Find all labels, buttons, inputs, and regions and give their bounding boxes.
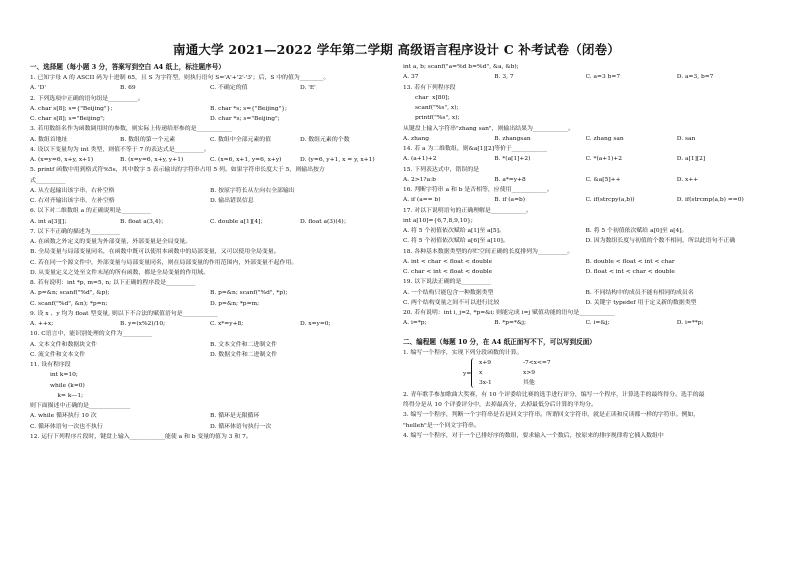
question-line: 16. 判断字符串 a 和 b 是否相等，应使用____________。 bbox=[403, 187, 553, 193]
option-row bbox=[30, 288, 390, 298]
answer-option: C. zhang san bbox=[585, 135, 624, 142]
answer-option: D. san bbox=[676, 135, 696, 142]
answer-option: A. ++x; bbox=[30, 321, 54, 327]
answer-option: B. *(a[1]+2) bbox=[494, 156, 531, 163]
answer-option: A. 将 5 个初值依次赋给 a[1]至 a[5]。 bbox=[403, 228, 505, 234]
question-line: 则下面描述中正确的是______________ bbox=[30, 403, 131, 409]
question-line: int a[10]={6,7,8,9,10}; bbox=[403, 217, 473, 224]
piecewise-case bbox=[479, 358, 599, 368]
answer-option: C. if(strcpy(a,b)) bbox=[585, 197, 635, 204]
answer-option: B. 文本文件和二进制文件 bbox=[210, 341, 277, 348]
question-line: 3. 编写一个程序，判断一个字符串是否是回文字符串。所谓回文字符串，就是正读和反读都一样的字符串。例如， bbox=[403, 412, 700, 419]
question-line: B. 全局变量与局部变量同名，在函数中既可以使用本函数中的局部变量，又可以使用全局变量。 bbox=[30, 249, 280, 256]
answer-option: D. 输出错误信息 bbox=[210, 198, 254, 204]
option-row bbox=[30, 422, 390, 432]
question-line: 14. 若 a 为二维数组，则&a[1][2]等价于____________ bbox=[403, 146, 548, 152]
answer-option: A. zhang bbox=[403, 135, 429, 142]
option-row bbox=[30, 114, 390, 124]
question-line: 12. 运行下列程序片段时，键盘上输入____________能使 a 和 b 变量的值为 3 和 7。 bbox=[30, 433, 252, 440]
answer-option: B. char *s; s={"Beijing"}; bbox=[210, 105, 288, 112]
answer-option: D. p=&n; *p=m; bbox=[210, 300, 260, 307]
answer-option: A. 数组首地址 bbox=[30, 136, 68, 143]
question-line: 4. 编写一个程序，对于一个已排好序的数组，要求输入一个数后，按原来的排序规律将它插入数组中 bbox=[403, 432, 664, 439]
code-line: scanf("%s", x); bbox=[415, 105, 459, 111]
option-row bbox=[403, 134, 768, 144]
answer-option: A. (a+1)+2 bbox=[403, 156, 437, 163]
question-line: 终得分是从 10 个评委评分中，去掉最高分，去掉最低分后计算的平均分。 bbox=[403, 402, 597, 408]
option-row bbox=[403, 318, 768, 328]
option-row bbox=[30, 299, 390, 309]
answer-option: B. *p=*&j; bbox=[494, 320, 526, 327]
answer-option: A. while 循环执行 10 次 bbox=[30, 413, 97, 420]
answer-option: B. (x=y=6, x+y, y+1) bbox=[120, 157, 184, 163]
question-line: 3. 若用数组名作为函数调用时的参数，则实际上传递给形参的是____________ bbox=[30, 126, 232, 133]
option-row bbox=[30, 411, 390, 421]
question-line: 18. 各种基本数据类型的存贮空间正确的长度排列为__________。 bbox=[403, 248, 574, 255]
page-title: 南通大学 2021—2022 学年第二学期 高级语言程序设计 C 补考试卷（闭卷） bbox=[173, 42, 620, 57]
answer-option: D. x=y=0; bbox=[300, 321, 331, 327]
answer-option: A. 'D' bbox=[30, 85, 46, 92]
answer-option: D. 因为数组长度与初值的个数不相同，所以此语句不正确 bbox=[585, 238, 736, 245]
case-expression: 3x-1 bbox=[479, 379, 492, 386]
option-row bbox=[403, 195, 768, 205]
answer-option: C. x*=y+8; bbox=[210, 321, 244, 327]
function-label: y= bbox=[463, 370, 472, 377]
left-column bbox=[30, 62, 390, 442]
answer-option: D. 'E' bbox=[300, 85, 316, 92]
answer-option: C. 将 5 个初值依次赋给 a[6]至 a[10]。 bbox=[403, 238, 509, 245]
option-row bbox=[30, 104, 390, 114]
answer-option: B. if (a=b) bbox=[494, 197, 526, 204]
answer-option: D. char *s; s="Beijing"; bbox=[210, 116, 280, 122]
answer-option: A. 2>1?a:b bbox=[403, 176, 436, 183]
question-line: 从键盘上输入字符串"zhang san"，则输出结果为____________。 bbox=[403, 125, 575, 132]
option-row bbox=[30, 155, 390, 165]
code-line: printf("%s", x); bbox=[415, 115, 460, 122]
question-line: 15. 下列表达式中，错误的是 bbox=[403, 166, 480, 173]
answer-option: C. (x=6, x+1, y=6, x+y) bbox=[210, 157, 282, 163]
question-line: int a, b; scanf("a=%d b=%d", &a, &b); bbox=[403, 64, 519, 70]
answer-option: D. float < int < char < double bbox=[585, 269, 675, 275]
question-line: 19. 以下说法正确的是__________ bbox=[403, 279, 491, 286]
question-line: 8. 若有说明：int *p, m=5, n; 以下正确的程序段是__________ bbox=[30, 280, 196, 286]
answer-option: B. double < float < int < char bbox=[585, 258, 675, 265]
question-line: "helleh"是一个回文字符串。 bbox=[403, 422, 480, 429]
option-row bbox=[30, 350, 390, 360]
question-line: 5. printf 函数中用到格式符%5s，其中数字 5 表示输出的字符串占用 5 列。如果字符串长度大于 5，则输出按方 bbox=[30, 167, 325, 174]
option-row bbox=[403, 298, 768, 308]
answer-option: C. i=&j; bbox=[585, 320, 610, 327]
case-expression: x+9 bbox=[479, 359, 492, 366]
option-row bbox=[30, 319, 390, 329]
piecewise-function bbox=[463, 358, 603, 390]
question-line: A. 在函数之外定义的变量为外部变量，外部变量是全局变量。 bbox=[30, 239, 192, 245]
case-condition: -7<x<=7 bbox=[523, 359, 551, 366]
answer-option: B. 循环是无限循环 bbox=[210, 413, 260, 420]
answer-option: B. 数组的第一个元素 bbox=[120, 136, 176, 143]
answer-option: D. a=3, b=7 bbox=[676, 74, 714, 81]
question-line: 20. 若有说明：int i, j=2, *p=&i; 则能完成 i=j 赋值功能的语句是____________ bbox=[403, 310, 615, 316]
answer-option: A. int < char < float < double bbox=[403, 258, 493, 265]
question-line: 10. C语言中，能识别处理的文件为__________ bbox=[30, 331, 152, 338]
option-row bbox=[30, 83, 390, 93]
right-column bbox=[403, 62, 768, 441]
answer-option: C. 循环体语句一次也不执行 bbox=[30, 423, 103, 430]
answer-option: A. 从左起输出该字串，右补空格 bbox=[30, 187, 115, 194]
section-heading: 二、编程题（每题 10 分，在 A4 纸正面写不下，可以写到反面） bbox=[403, 337, 596, 346]
code-line: int k=10; bbox=[50, 372, 78, 379]
code-line: while (k=0) bbox=[50, 382, 85, 389]
option-row bbox=[30, 135, 390, 145]
option-row bbox=[403, 175, 768, 185]
question-line: 2. 下列选项中正确的语句组是__________。 bbox=[30, 95, 144, 102]
answer-option: B. 3, 7 bbox=[494, 74, 514, 81]
answer-option: B. 按原字符长从左向右全部输出 bbox=[210, 187, 295, 194]
answer-option: C. 右对齐输出该字串，左补空格 bbox=[30, 198, 115, 204]
answer-option: B. 不同结构中的成员不能有相同的成员名 bbox=[585, 289, 694, 296]
question-line: 11. 设有程序段 bbox=[30, 362, 71, 368]
code-line: k= k—1; bbox=[50, 392, 84, 399]
answer-option: C. 数组中全部元素的值 bbox=[210, 136, 272, 143]
question-line: 13. 若有下列程序段 bbox=[403, 84, 456, 91]
answer-option: C. char s[8]; s="Beijing"; bbox=[30, 116, 105, 122]
option-row bbox=[30, 340, 390, 350]
question-line: 7. 以下不正确的描述为__________ bbox=[30, 228, 120, 235]
question-line: 4. 设以下变量均为 int 类型，则值不等于 7 的表达式是__________。 bbox=[30, 146, 210, 153]
option-row bbox=[403, 267, 768, 277]
answer-option: B. p=&n; scanf("%d", *p); bbox=[210, 290, 288, 297]
answer-option: B. float a(3,4)； bbox=[120, 218, 167, 225]
case-condition: x>9 bbox=[523, 369, 536, 376]
answer-option: B. zhangsan bbox=[494, 135, 531, 142]
option-row bbox=[403, 288, 768, 298]
brace-symbol bbox=[471, 358, 477, 388]
question-line: 1. 编写一个程序，实现下列分段函数的计算。 bbox=[403, 349, 523, 356]
answer-option: A. 一个结构只能包含一种数据类型 bbox=[403, 289, 494, 296]
answer-option: D. if(strcmp(a,b) ==0) bbox=[676, 197, 744, 204]
question-line: 9. 设 x 、y 均为 float 型变量, 则以下不合法的赋值语句是____________ bbox=[30, 310, 218, 317]
question-line: 6. 以下对二维数组 a 的正确说明是__________ bbox=[30, 208, 151, 215]
answer-option: C. &a[5]++ bbox=[585, 176, 621, 183]
question-line: D. 从变量定义之处至文件末尾的所有函数，都是全局变量的作用域。 bbox=[30, 269, 210, 276]
question-line: 17. 对以下说明语句的正确理解是____________。 bbox=[403, 207, 533, 214]
question-line: 1. 已知字母 A 的 ASCII 码为十进制 65，且 S 为字符型，则执行语句 S='A'+'2'-'3'；后，S 中的值为________。 bbox=[30, 75, 330, 81]
answer-option: C. a=3 b=7 bbox=[585, 74, 621, 81]
answer-option: C. scanf("%d", &n); *p=n; bbox=[30, 300, 108, 307]
answer-option: A. char s[8]; s={"Beijing"}; bbox=[30, 105, 113, 112]
piecewise-case bbox=[479, 378, 599, 388]
answer-option: D. 循环体语句执行一次 bbox=[210, 423, 272, 430]
answer-option: D. 关键字 typedef 用于定义新的数据类型 bbox=[585, 299, 697, 306]
answer-option: C. 不确定的值 bbox=[210, 85, 248, 92]
answer-option: D. float a(3)(4)； bbox=[300, 218, 350, 225]
answer-option: D. x++ bbox=[676, 176, 699, 183]
section-heading: 一、选择题（每小题 3 分，答案写到空白 A4 纸上，标注题序号） bbox=[30, 63, 225, 71]
answer-option: A. if (a== b) bbox=[403, 197, 441, 204]
answer-option: C. char < int < float < double bbox=[403, 269, 493, 275]
option-row bbox=[30, 186, 390, 196]
question-line: 2. 青年歌手参加歌曲大奖赛，有 10 个评委给比赛的选手进行评分，编写一个程序，计算选手的最终得分。选手的最 bbox=[403, 391, 705, 398]
question-line: C. 若在同一个源文件中，外部变量与局部变量同名，则在局部变量的作用范围内，外部变量不起作用。 bbox=[30, 259, 298, 266]
option-row bbox=[30, 196, 390, 206]
answer-option: A. 37 bbox=[403, 74, 419, 81]
answer-option: A. 文本文件和数据块文件 bbox=[30, 341, 97, 348]
case-condition: 其他 bbox=[523, 379, 535, 386]
option-row bbox=[403, 226, 768, 236]
answer-option: C. double a[1][4]； bbox=[210, 218, 267, 225]
answer-option: D. 数组元素的个数 bbox=[300, 136, 350, 143]
answer-option: B. 69 bbox=[120, 85, 136, 92]
answer-option: B. 将 5 个初值依次赋给 a[0]至 a[4]。 bbox=[585, 228, 688, 234]
code-line: char x[80]; bbox=[415, 94, 450, 101]
option-row bbox=[403, 257, 768, 267]
answer-option: A. i=*p; bbox=[403, 320, 427, 327]
answer-option: B. y=(x%2)/10; bbox=[120, 321, 166, 327]
option-row bbox=[403, 72, 768, 82]
answer-option: D. a[1][2] bbox=[676, 156, 706, 163]
answer-option: D. (y=6, y+1, x = y, x+1) bbox=[300, 157, 375, 163]
answer-option: C. 流文件和文本文件 bbox=[30, 351, 86, 358]
answer-option: C. 两个结构变量之间不可以进行比较 bbox=[403, 299, 500, 306]
answer-option: A. (x=y=6, x+y, x+1) bbox=[30, 157, 94, 163]
option-row bbox=[403, 236, 768, 246]
spacer bbox=[403, 329, 768, 337]
answer-option: C. *(a+1)+2 bbox=[585, 156, 622, 163]
option-row bbox=[30, 217, 390, 227]
answer-option: D. 数据文件和二进制文件 bbox=[210, 351, 278, 358]
piecewise-case bbox=[479, 368, 599, 378]
answer-option: B. a*=y+8 bbox=[494, 176, 526, 183]
answer-option: D. i=**p; bbox=[676, 320, 704, 327]
question-line: 式__________ bbox=[30, 177, 66, 184]
case-expression: x bbox=[479, 369, 483, 376]
answer-option: A. p=&n; scanf("%d", &p); bbox=[30, 290, 110, 297]
option-row bbox=[403, 154, 768, 164]
answer-option: A. int a[3][]； bbox=[30, 218, 71, 225]
